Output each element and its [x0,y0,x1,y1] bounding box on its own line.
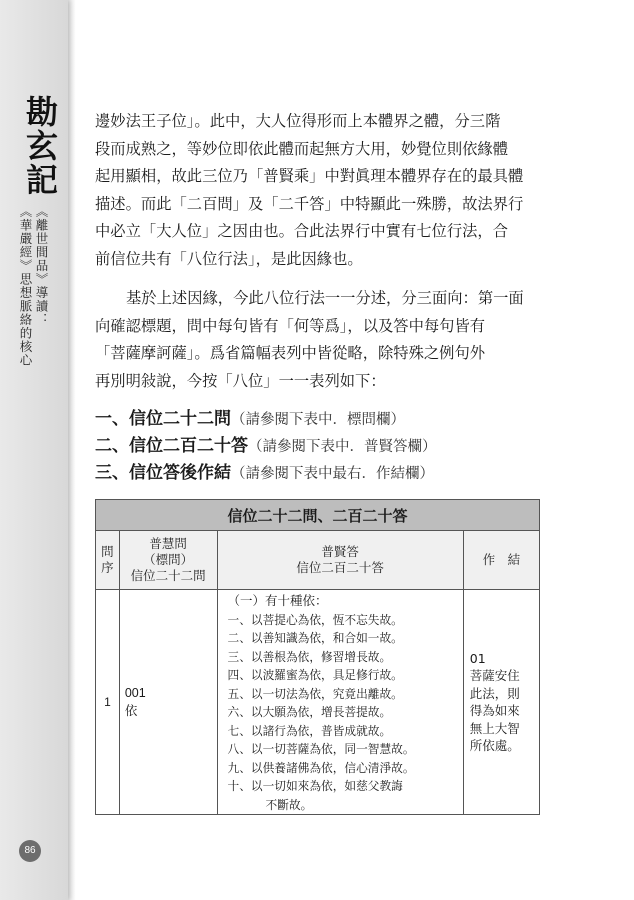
section-headings [95,406,437,487]
conclusion-line: 此法，則 [469,685,520,701]
paragraph-line: 基於上述因緣，今此八位行法一一分述，分三面向：第一面 [126,289,524,307]
header-text: 問 [101,544,114,559]
answer-item: 六、以大願為依，增長菩提故。 [227,705,392,719]
answer-item: 十、以一切如來為依，如慈父教誨 [227,779,403,793]
heading-note: （請參閱下表中最右．作結欄） [231,466,434,482]
paragraph-2 [95,285,545,395]
conclusion-line: 得為如來 [469,703,520,718]
header-text: 普賢答 [321,544,359,559]
heading-title: 二、信位二百二十答 [95,436,248,456]
paragraph-line: 前信位共有「八位行法」，是此因緣也。 [95,249,363,268]
conclusion-line: 01 [469,650,486,666]
header-sequence [96,531,120,590]
header-text: （標問） [143,552,194,567]
answer-item: 一、以菩提心為依，恆不忘失故。 [227,612,403,627]
body-content [95,108,545,395]
paragraph-line: 邊妙法王子位」。此中，大人位得形而上本體界之體，分三階 [95,112,501,130]
paragraph-line: 起用顯相，故此三位乃「普賢乘」中對眞理本體界存在的最具體 [95,167,524,185]
answer-item: 七、以諸行為依，普皆成就故。 [227,723,392,738]
header-question [119,531,217,590]
row-conclusion [463,590,539,815]
faith-stage-table [95,499,540,815]
answer-continuation: 不斷故。 [265,797,313,812]
answer-item: 四、以波羅蜜為依，具足修行故。 [227,668,403,682]
paragraph-line: 描述。而此「二百問」及「二千答」中特顯此一殊勝，故法界行 [95,194,524,213]
question-term: 依 [124,704,138,718]
conclusion-line: 無上大智 [469,720,520,736]
paragraph-line: 段而成熟之，等妙位即依此體而起無方大用，妙覺位則依緣體 [95,139,509,158]
section-heading-3 [95,460,437,487]
sidebar-subtitle-line-2: 《華嚴經》思想脈絡的核心 [18,205,33,367]
header-text: 信位二百二十答 [296,560,384,575]
section-heading-2 [95,433,437,460]
heading-note: （請參閱下表中．標問欄） [231,412,405,428]
heading-title: 一、信位二十二問 [95,409,231,429]
table-caption: 信位二十二問、二百二十答 [96,500,540,531]
answer-item: 三、以善根為依，修習增長故。 [227,649,392,664]
answer-item: 九、以供養諸佛為依，信心清淨故。 [227,760,415,775]
conclusion-line: 所依處。 [469,738,520,753]
paragraph-1 [95,108,545,273]
header-conclusion: 作 結 [463,531,539,590]
side-margin-bar [0,0,68,900]
header-text: 普慧問 [149,536,187,551]
header-text: 信位二十二問 [130,568,206,583]
question-number: 001 [124,686,146,700]
answer-item: 二、以善知識為依，和合如一故。 [227,631,403,645]
table-row [96,590,540,815]
heading-note: （請參閱下表中．普賢答欄） [248,439,437,455]
section-heading-1 [95,406,437,433]
answer-item: 八、以一切菩薩為依，同一智慧故。 [227,742,415,756]
page-number-badge: 86 [19,840,41,862]
conclusion-line: 菩薩安住 [469,668,520,683]
heading-title: 三、信位答後作結 [95,463,231,483]
header-text: 序 [101,560,114,575]
paragraph-line: 「菩薩摩訶薩」。爲省篇幅表列中皆從略，除特殊之例句外 [95,344,486,362]
row-answer [217,590,463,815]
book-logo: 勘玄記 [21,95,59,197]
paragraph-line: 再別明敍說，今按「八位」一一表列如下： [95,371,386,390]
paragraph-line: 中必立「大人位」之因由也。合此法界行中實有七位行法，合 [95,222,509,240]
header-answer [217,531,463,590]
paragraph-line: 向確認標題，問中每句皆有「何等爲」，以及答中每句皆有 [95,316,486,335]
answer-title: （一）有十種依： [227,593,328,608]
row-sequence: 1 [96,590,120,815]
answer-item: 五、以一切法為依，究竟出離故。 [227,686,403,701]
row-question [119,590,217,815]
sidebar-subtitle-line-1: 《離世間品》導讀： [34,205,49,327]
